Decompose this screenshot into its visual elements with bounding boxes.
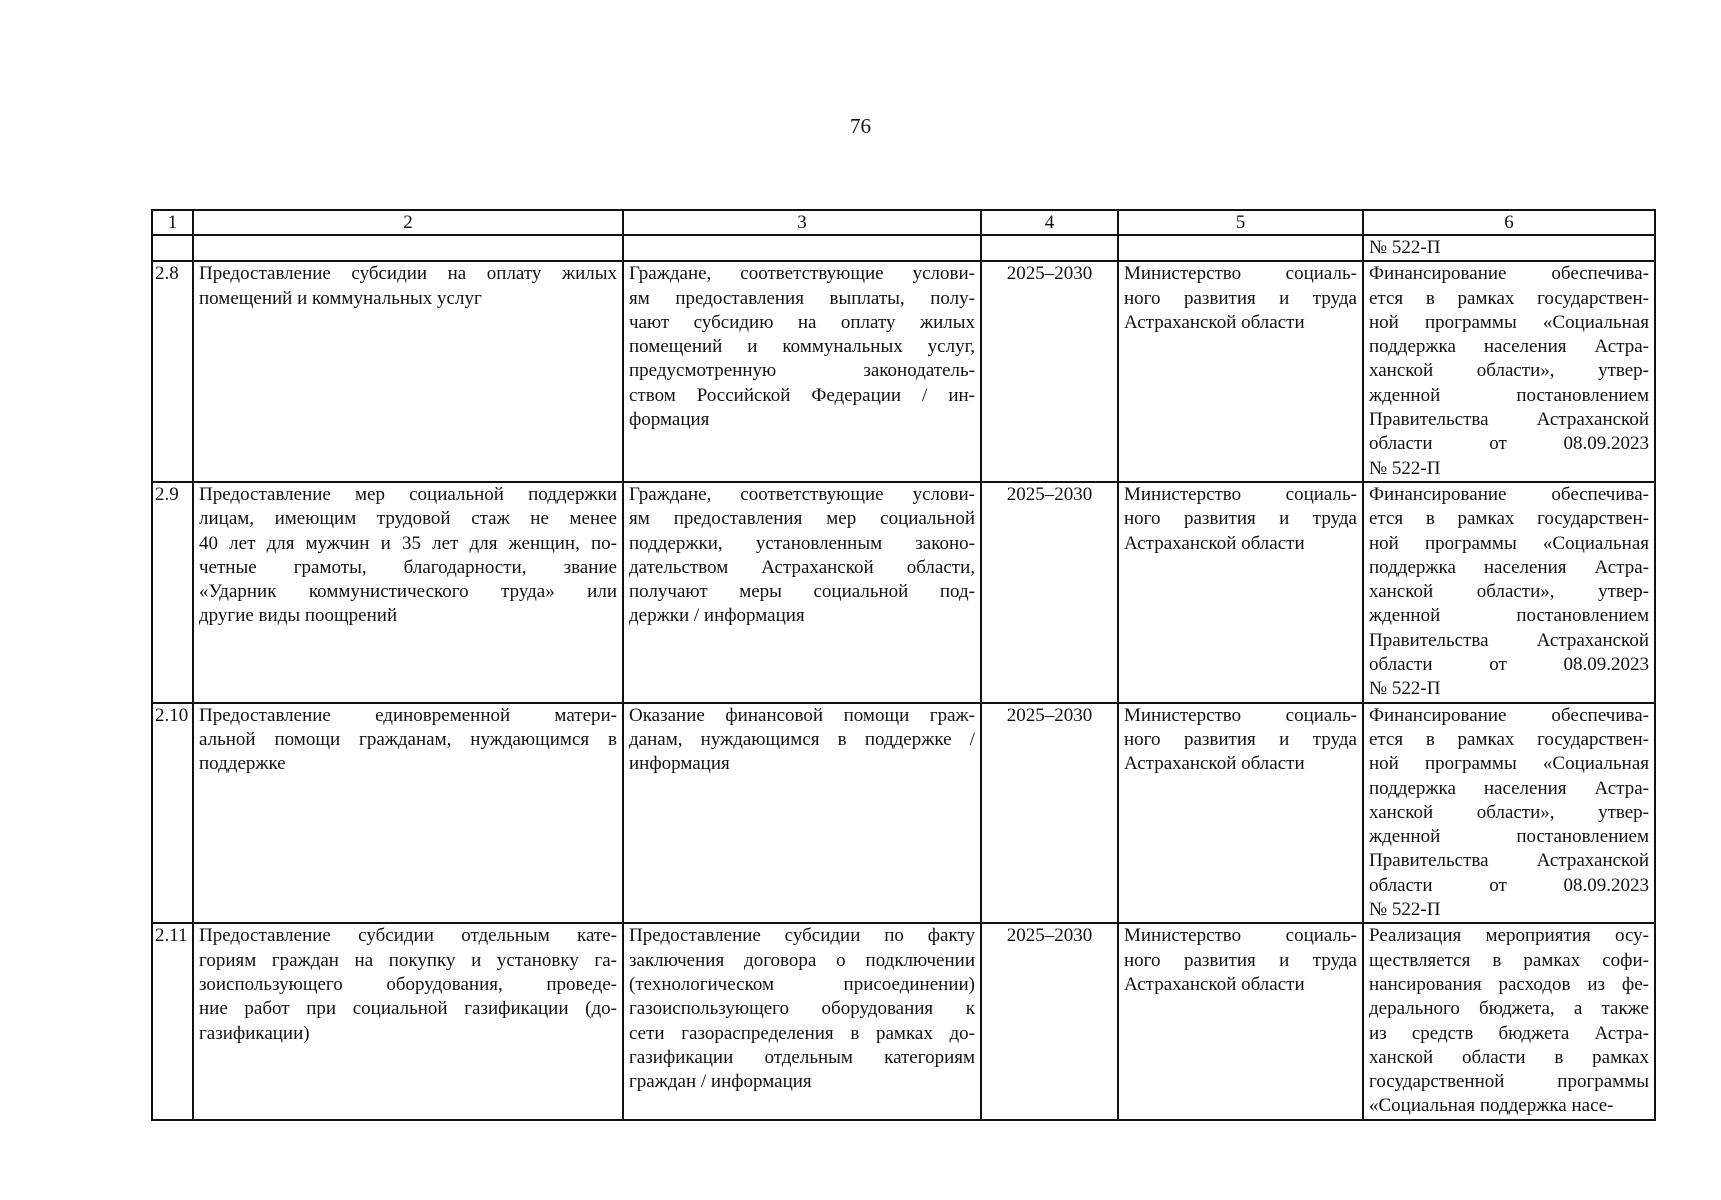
text-line: поддержке [199,753,286,775]
text-line: предусмотренную законодатель- [629,360,975,382]
text-line: Предоставление мер социальной поддержки [199,483,617,505]
text-line: ханской области в рамках [1369,1046,1649,1068]
column-header: 3 [623,210,981,235]
executor-text [1124,262,1357,335]
text-line: альной помощи гражданам, нуждающимся в [199,728,617,750]
expected-result [623,482,981,703]
text-line: ханской области», утвер- [1369,801,1649,823]
text-line: Финансирование обеспечива- [1369,263,1649,285]
text-line: ного развития и труда [1124,949,1357,971]
text-line: формация [629,409,710,431]
measure-name [193,703,623,924]
text-line: чают субсидию на оплату жилых [629,311,975,333]
table-row [152,482,1655,703]
text-line: поддержка населения Астра- [1369,556,1649,578]
text-line: зоиспользующего оборудования, проведе- [199,973,617,995]
executor-text [1124,483,1357,556]
funding-note [1363,923,1655,1119]
text-line: области от 08.09.2023 [1369,654,1649,676]
text-line: Финансирование обеспечива- [1369,704,1649,726]
page-number: 76 [850,114,871,138]
text-line: (технологическом присоединении) [629,973,975,995]
text-line: нансирования расходов из фе- [1369,973,1649,995]
text-line: Граждане, соответствующие услови- [629,483,975,505]
empty-cell [623,235,981,261]
funding-note [1363,482,1655,703]
expected-result-text [629,924,975,1094]
text-line: Астраханской области [1124,973,1305,995]
text-line: дательством Астраханской области, [629,556,975,578]
continuation-row [152,235,1655,261]
text-line: газификации отдельным категориям [629,1046,975,1068]
executor [1118,482,1363,703]
funding-note-text [1369,704,1649,923]
continuation-note: № 522-П [1363,235,1655,261]
column-header: 6 [1363,210,1655,235]
text-line: ного развития и труда [1124,287,1357,309]
text-line: Министерство социаль- [1124,925,1357,947]
text-line: из средств бюджета Астра- [1369,1022,1649,1044]
column-header: 1 [152,210,193,235]
text-line: ной программы «Социальная [1369,311,1649,333]
text-line: ется в рамках государствен- [1369,287,1649,309]
text-line: заключения договора о подключении [629,949,975,971]
text-line: держки / информация [629,605,805,627]
expected-result [623,261,981,482]
period: 2025–2030 [981,923,1118,1119]
text-line: жденной постановлением [1369,605,1649,627]
expected-result-text [629,483,975,629]
expected-result-text [629,704,975,777]
text-line: жденной постановлением [1369,826,1649,848]
text-line: государственной программы [1369,1071,1649,1093]
text-line: Астраханской области [1124,311,1305,333]
text-line: Реализация мероприятия осу- [1369,925,1649,947]
row-number: 2.10 [152,703,193,924]
text-line: «Ударник коммунистического труда» или [199,581,617,603]
text-line: поддержка населения Астра- [1369,336,1649,358]
text-line: 40 лет для мужчин и 35 лет для женщин, по- [199,532,617,554]
text-line: ной программы «Социальная [1369,532,1649,554]
text-line: газификации) [199,1022,310,1044]
text-line: помещений и коммунальных услуг, [629,336,975,358]
text-line: Правительства Астраханской [1369,409,1649,431]
row-number: 2.8 [152,261,193,482]
text-line: ям предоставления мер социальной [629,508,975,530]
column-header: 5 [1118,210,1363,235]
measure-name [193,482,623,703]
text-line: Предоставление субсидии на оплату жилых [199,263,617,285]
text-line: данам, нуждающимся в поддержке / [629,728,975,750]
text-line: ществляется в рамках софи- [1369,949,1649,971]
text-line: ханской области», утвер- [1369,360,1649,382]
table-row [152,703,1655,924]
text-line: газоиспользующего оборудования к [629,998,975,1020]
text-line: области от 08.09.2023 [1369,874,1649,896]
text-line: поддержки, установленным законо- [629,532,975,554]
funding-note-text [1369,483,1649,702]
expected-result [623,923,981,1119]
text-line: ние работ при социальной газификации (до- [199,998,617,1020]
text-line: области от 08.09.2023 [1369,433,1649,455]
measure-name-text [199,483,617,629]
text-line: дерального бюджета, а также [1369,998,1649,1020]
period: 2025–2030 [981,261,1118,482]
text-line: ного развития и труда [1124,508,1357,530]
column-number-row [152,210,1655,235]
text-line: Финансирование обеспечива- [1369,483,1649,505]
text-line: граждан / информация [629,1071,812,1093]
empty-cell [152,235,193,261]
table-row [152,261,1655,482]
empty-cell [1118,235,1363,261]
measure-name-text [199,704,617,777]
text-line: Предоставление единовременной матери- [199,704,617,726]
empty-cell [193,235,623,261]
text-line: получают меры социальной под- [629,581,975,603]
text-line: Правительства Астраханской [1369,629,1649,651]
row-number: 2.11 [152,923,193,1119]
text-line: Министерство социаль- [1124,704,1357,726]
text-line: ется в рамках государствен- [1369,728,1649,750]
text-line: Министерство социаль- [1124,263,1357,285]
empty-cell [981,235,1118,261]
measures-table [151,209,1656,1121]
funding-note-text [1369,924,1649,1118]
text-line: ной программы «Социальная [1369,753,1649,775]
text-line: четные грамоты, благодарности, звание [199,556,617,578]
funding-note-text [1369,262,1649,481]
measure-name-text [199,262,617,311]
executor-text [1124,924,1357,997]
executor [1118,703,1363,924]
funding-note [1363,261,1655,482]
row-number: 2.9 [152,482,193,703]
text-line: ством Российской Федерации / ин- [629,384,975,406]
expected-result-text [629,262,975,432]
measure-name [193,261,623,482]
column-header: 4 [981,210,1118,235]
text-line: Правительства Астраханской [1369,850,1649,872]
text-line: другие виды поощрений [199,605,398,627]
text-line: гориям граждан на покупку и установку га- [199,949,617,971]
funding-note [1363,703,1655,924]
text-line: помещений и коммунальных услуг [199,287,482,309]
expected-result [623,703,981,924]
text-line: поддержка населения Астра- [1369,777,1649,799]
text-line: Предоставление субсидии по факту [629,925,975,947]
text-line: ется в рамках государствен- [1369,508,1649,530]
text-line: № 522-П [1369,899,1441,921]
executor [1118,923,1363,1119]
period: 2025–2030 [981,703,1118,924]
text-line: Астраханской области [1124,753,1305,775]
text-line: Министерство социаль- [1124,483,1357,505]
text-line: ного развития и труда [1124,728,1357,750]
text-line: информация [629,753,730,775]
text-line: Граждане, соответствующие услови- [629,263,975,285]
text-line: сети газораспределения в рамках до- [629,1022,975,1044]
text-line: № 522-П [1369,678,1441,700]
text-line: лицам, имеющим трудовой стаж не менее [199,508,617,530]
table-row [152,923,1655,1119]
text-line: Предоставление субсидии отдельным кате- [199,925,617,947]
column-header: 2 [193,210,623,235]
text-line: № 522-П [1369,457,1441,479]
text-line: Астраханской области [1124,532,1305,554]
measure-name-text [199,924,617,1045]
text-line: жденной постановлением [1369,384,1649,406]
executor [1118,261,1363,482]
measure-name [193,923,623,1119]
period: 2025–2030 [981,482,1118,703]
text-line: ям предоставления выплаты, полу- [629,287,975,309]
text-line: Оказание финансовой помощи граж- [629,704,975,726]
executor-text [1124,704,1357,777]
text-line: ханской области», утвер- [1369,581,1649,603]
text-line: «Социальная поддержка насе- [1369,1095,1614,1117]
